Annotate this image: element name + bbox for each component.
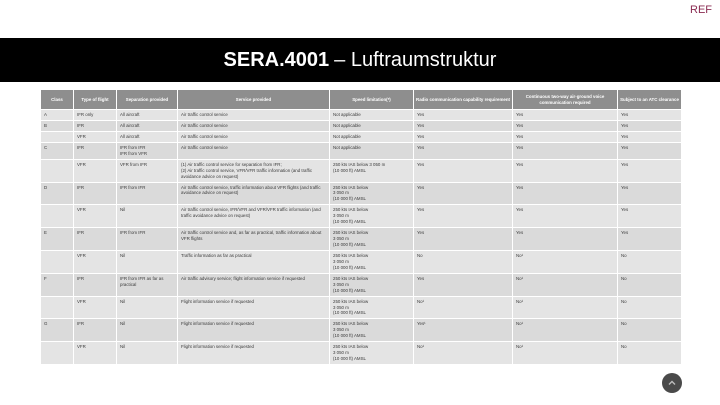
cell-continuous-voice: Yes — [513, 110, 618, 121]
cell-class: B — [41, 120, 74, 131]
cell-atc-clearance: Yes — [618, 159, 682, 182]
cell-type: VFR — [74, 250, 117, 273]
cell-class — [41, 342, 74, 365]
cell-separation: IFR from IFR — [117, 182, 178, 205]
header-speed: Speed limitation(*) — [330, 90, 414, 110]
header-class: Class — [41, 90, 74, 110]
cell-radio: No¹ — [414, 296, 513, 319]
cell-radio: No — [414, 250, 513, 273]
cell-class — [41, 250, 74, 273]
header-continuous-voice: Continuous two-way air-ground voice communication required — [513, 90, 618, 110]
cell-radio: Yes — [414, 182, 513, 205]
ref-link[interactable]: REF — [690, 4, 712, 16]
cell-type: IFR — [74, 319, 117, 342]
table-row — [41, 296, 682, 319]
table-header-row — [41, 90, 682, 110]
header-type-of-flight: Type of flight — [74, 90, 117, 110]
cell-speed: 250 kts IAS below 3 050 m (10 000 ft) AMSL — [330, 205, 414, 228]
cell-speed: 250 kts IAS below 3 050 m (10 000 ft) AMSL — [330, 228, 414, 251]
cell-type: VFR — [74, 205, 117, 228]
cell-class: C — [41, 142, 74, 159]
cell-atc-clearance: Yes — [618, 110, 682, 121]
cell-class — [41, 131, 74, 142]
cell-atc-clearance: No — [618, 319, 682, 342]
cell-separation: All aircraft — [117, 131, 178, 142]
cell-service: Air traffic control service — [178, 142, 330, 159]
cell-speed: Not applicable — [330, 142, 414, 159]
cell-service: Flight information service if requested — [178, 296, 330, 319]
cell-separation: All aircraft — [117, 120, 178, 131]
header-separation: Separation provided — [117, 90, 178, 110]
cell-atc-clearance: Yes — [618, 142, 682, 159]
table-row — [41, 273, 682, 296]
cell-service: Air traffic control service — [178, 131, 330, 142]
cell-speed: Not applicable — [330, 110, 414, 121]
table-row — [41, 250, 682, 273]
airspace-table-container — [40, 89, 681, 395]
cell-atc-clearance: Yes — [618, 228, 682, 251]
cell-class — [41, 205, 74, 228]
table-row — [41, 205, 682, 228]
cell-type: IFR only — [74, 110, 117, 121]
cell-type: IFR — [74, 273, 117, 296]
cell-radio: Yes — [414, 273, 513, 296]
cell-speed: 250 kts IAS below 3 050 m (10 000 ft) AMSL — [330, 296, 414, 319]
cell-atc-clearance: Yes — [618, 182, 682, 205]
cell-atc-clearance: Yes — [618, 131, 682, 142]
cell-separation: Nil — [117, 205, 178, 228]
cell-service: Air traffic control service, traffic information about VFR flights (and traffic avoidance advice on request) — [178, 182, 330, 205]
cell-atc-clearance: Yes — [618, 120, 682, 131]
cell-type: VFR — [74, 296, 117, 319]
cell-atc-clearance: No — [618, 250, 682, 273]
cell-type: VFR — [74, 342, 117, 365]
cell-separation: Nil — [117, 296, 178, 319]
cell-class — [41, 159, 74, 182]
header-radio: Radio communication capability requirement — [414, 90, 513, 110]
cell-continuous-voice: Yes — [513, 142, 618, 159]
cell-type: VFR — [74, 159, 117, 182]
cell-radio: Yes — [414, 120, 513, 131]
cell-service: Air traffic control service — [178, 110, 330, 121]
cell-class: F — [41, 273, 74, 296]
table-row — [41, 110, 682, 121]
table-row — [41, 319, 682, 342]
cell-speed: 250 kts IAS below 3 050 m (10 000 ft) AMSL — [330, 250, 414, 273]
cell-continuous-voice: Yes — [513, 159, 618, 182]
title-banner — [0, 38, 720, 82]
cell-type: VFR — [74, 131, 117, 142]
cell-continuous-voice: Yes — [513, 120, 618, 131]
cell-radio: No¹ — [414, 342, 513, 365]
chevron-up-icon — [667, 378, 677, 388]
cell-radio: Yes — [414, 131, 513, 142]
cell-separation: VFR from IFR — [117, 159, 178, 182]
cell-continuous-voice: No¹ — [513, 273, 618, 296]
title-code: SERA.4001 — [223, 48, 330, 71]
cell-class: E — [41, 228, 74, 251]
cell-radio: Yes — [414, 142, 513, 159]
table-row — [41, 228, 682, 251]
cell-separation: Nil — [117, 342, 178, 365]
table-row — [41, 182, 682, 205]
cell-separation: Nil — [117, 250, 178, 273]
cell-atc-clearance: No — [618, 273, 682, 296]
cell-radio: Yes — [414, 205, 513, 228]
cell-radio: Yes — [414, 110, 513, 121]
cell-radio: Yes¹ — [414, 319, 513, 342]
cell-type: IFR — [74, 182, 117, 205]
cell-type: IFR — [74, 142, 117, 159]
cell-class — [41, 296, 74, 319]
cell-service: Traffic information as far as practical — [178, 250, 330, 273]
cell-speed: 250 kts IAS below 3 050 m (10 000 ft) AMSL — [330, 342, 414, 365]
cell-speed: 250 kts IAS below 3 050 m (10 000 ft) AMSL — [330, 182, 414, 205]
table-row — [41, 120, 682, 131]
cell-separation: IFR from IFR IFR from VFR — [117, 142, 178, 159]
cell-continuous-voice: No¹ — [513, 342, 618, 365]
cell-class: A — [41, 110, 74, 121]
table-row — [41, 342, 682, 365]
cell-type: IFR — [74, 228, 117, 251]
cell-service: Air traffic control service — [178, 120, 330, 131]
cell-service: Air traffic control service, IFR/VFR and VFR/VFR traffic information (and traffic avoidance advice on request) — [178, 205, 330, 228]
cell-service: Flight information service if requested — [178, 342, 330, 365]
title-text: – Luftraumstruktur — [334, 48, 497, 71]
cell-atc-clearance: Yes — [618, 205, 682, 228]
table-row — [41, 131, 682, 142]
cell-atc-clearance: No — [618, 342, 682, 365]
cell-continuous-voice: No¹ — [513, 319, 618, 342]
airspace-classification-table — [40, 89, 681, 365]
cell-continuous-voice: Yes — [513, 205, 618, 228]
cell-service: Air traffic control service and, as far as practical, traffic information about VFR flights — [178, 228, 330, 251]
cell-separation: All aircraft — [117, 110, 178, 121]
cell-continuous-voice: Yes — [513, 131, 618, 142]
scroll-top-button[interactable] — [662, 373, 682, 393]
cell-speed: 250 kts IAS below 3 050 m (10 000 ft) AMSL — [330, 273, 414, 296]
header-atc-clearance: Subject to an ATC clearance — [618, 90, 682, 110]
cell-speed: Not applicable — [330, 131, 414, 142]
cell-continuous-voice: No¹ — [513, 250, 618, 273]
table-row — [41, 142, 682, 159]
cell-speed: 250 kts IAS below 3 050 m (10 000 ft) AMSL — [330, 319, 414, 342]
cell-speed: 250 kts IAS below 3 050 m (10 000 ft) AMSL — [330, 159, 414, 182]
cell-continuous-voice: Yes — [513, 228, 618, 251]
cell-atc-clearance: No — [618, 296, 682, 319]
cell-separation: Nil — [117, 319, 178, 342]
cell-class: D — [41, 182, 74, 205]
cell-service: (1) Air traffic control service for separation from IFR; (2) Air traffic control service, VFR/VFR traffic information (and traffic avoidance advice on request) — [178, 159, 330, 182]
cell-continuous-voice: No¹ — [513, 296, 618, 319]
cell-continuous-voice: Yes — [513, 182, 618, 205]
cell-service: Flight information service if requested — [178, 319, 330, 342]
cell-service: Air traffic advisory service; flight information service if requested — [178, 273, 330, 296]
cell-class: G — [41, 319, 74, 342]
cell-type: IFR — [74, 120, 117, 131]
cell-speed: Not applicable — [330, 120, 414, 131]
table-row — [41, 159, 682, 182]
cell-separation: IFR from IFR as far as practical — [117, 273, 178, 296]
cell-radio: Yes — [414, 228, 513, 251]
cell-separation: IFR from IFR — [117, 228, 178, 251]
header-service: Service provided — [178, 90, 330, 110]
cell-radio: Yes — [414, 159, 513, 182]
